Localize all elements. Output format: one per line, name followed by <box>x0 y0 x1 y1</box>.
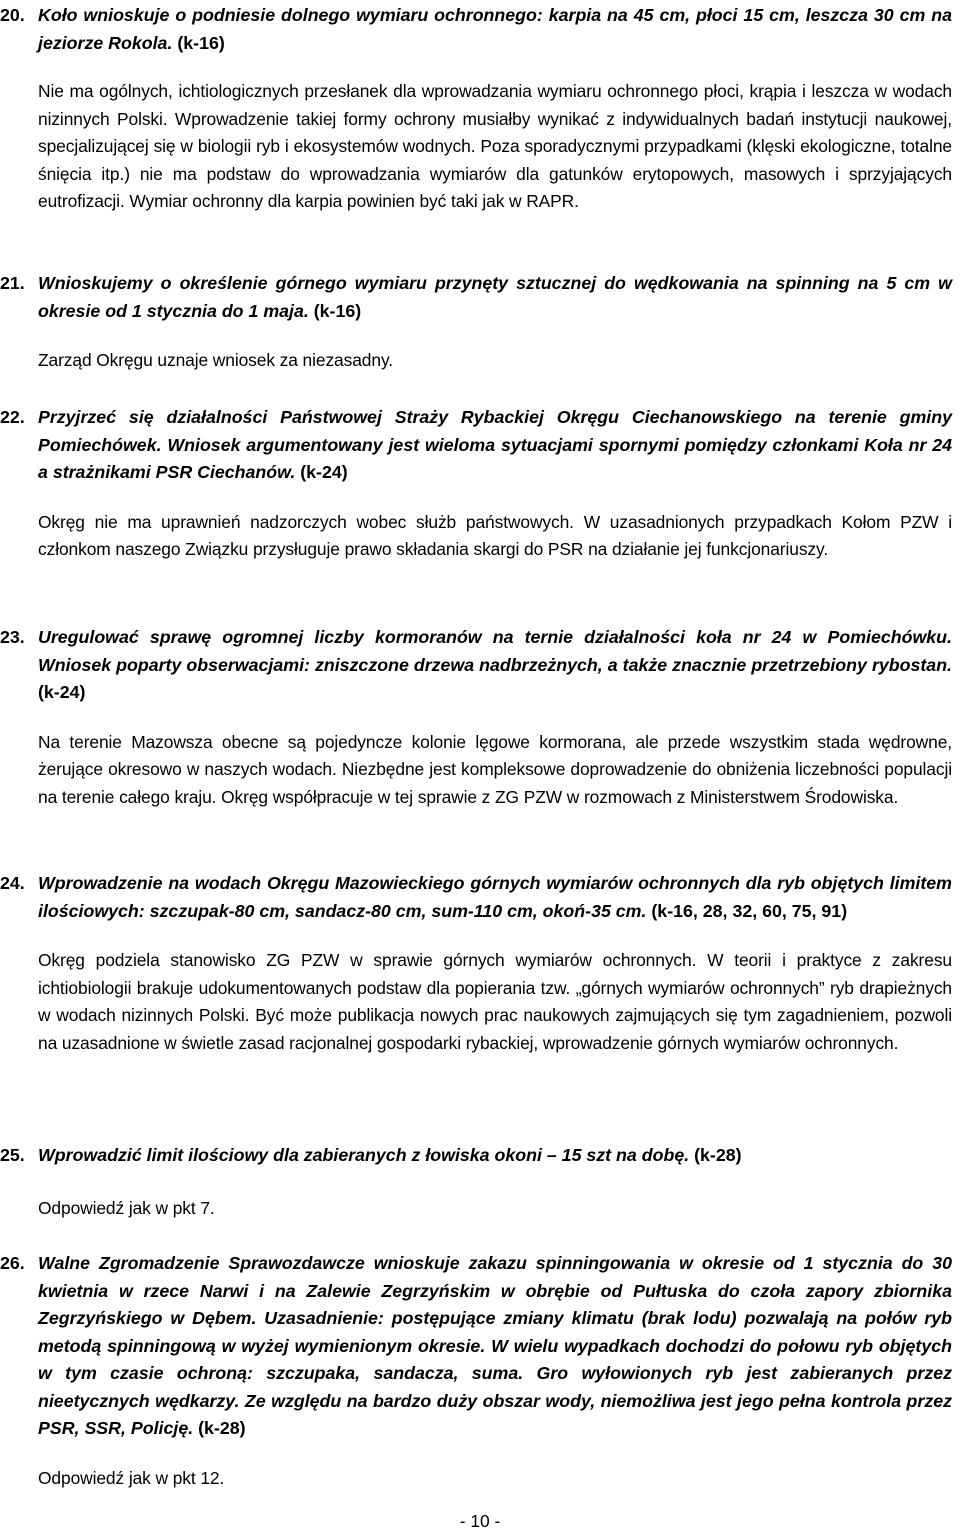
proposal-tag: (k-28) <box>198 1418 246 1438</box>
proposal-item-23 <box>0 624 952 811</box>
item-body <box>38 404 952 564</box>
item-number: 25. <box>0 1145 25 1165</box>
item-number: 20. <box>0 5 25 25</box>
proposal-tag: (k-16) <box>177 32 225 53</box>
item-number: 24. <box>0 873 25 893</box>
proposal-item-21 <box>0 270 952 375</box>
proposal-text <box>38 624 952 707</box>
proposal-tag: (k-16) <box>313 300 362 321</box>
proposal-tag: (k-16, 28, 32, 60, 75, 91) <box>651 900 848 921</box>
item-body <box>38 870 952 1057</box>
page-number: - 10 - <box>459 1511 501 1531</box>
proposal-item-24 <box>0 870 952 1057</box>
item-number: 26. <box>0 1253 25 1273</box>
proposal-tag: (k-28) <box>694 1145 742 1165</box>
item-body <box>38 1142 952 1222</box>
proposal-text <box>38 870 952 925</box>
proposal-answer: Odpowiedź jak w pkt 7. <box>38 1197 215 1218</box>
proposal-text <box>38 1250 952 1443</box>
proposal-answer: Nie ma ogólnych, ichtiologicznych przesłanek dla wprowadzania wymiaru ochronnego płoci, krąpia i leszcza w wodach nizinnych Polski. Wprowadzenie takiej formy ochrony musiałby wynikać z indywidualnych badań instytucji naukowej, specjalizującej się w biologii ryb i ekosystemów wodnych. Poza sporadycznymi przypadkami (klęski ekologiczne, totalne śnięcia itp.) nie ma podstaw do wprowadzania wymiarów dla gatunków erytopowych, masowych i sprzyjających eutrofizacji. Wymiar ochronny dla karpia powinien być taki jak w RAPR. <box>38 81 952 211</box>
proposal-request: Wprowadzenie na wodach Okręgu Mazowieckiego górnych wymiarów ochronnych dla ryb objętych limitem ilościowych: szczupak-80 cm, sandacz-80 cm, sum-110 cm, okoń-35 cm. <box>38 873 952 921</box>
item-body <box>38 1250 952 1492</box>
item-number: 23. <box>0 627 25 647</box>
proposal-request: Wprowadzić limit ilościowy dla zabieranych z łowiska okoni – 15 szt na dobę. <box>38 1145 690 1165</box>
proposal-item-26 <box>0 1250 952 1492</box>
proposal-text <box>38 270 952 325</box>
proposal-request: Przyjrzeć się działalności Państwowej Straży Rybackiej Okręgu Ciechanowskiego na terenie gminy Pomiechówek. Wniosek argumentowany jest wieloma sytuacjami spornymi pomiędzy członkami Koła nr 24 a strażnikami PSR Ciechanów. <box>38 407 952 482</box>
proposal-item-20 <box>0 2 952 216</box>
proposal-tag: (k-24) <box>38 682 86 702</box>
proposal-text <box>38 2 952 57</box>
proposal-request: Wnioskujemy o określenie górnego wymiaru przynęty sztucznej do wędkowania na spinning na 5 cm w okresie od 1 stycznia do 1 maja. <box>38 273 952 321</box>
item-body <box>38 624 952 811</box>
proposal-request: Uregulować sprawę ogromnej liczby kormoranów na ternie działalności koła nr 24 w Pomiechówku. Wniosek poparty obserwacjami: zniszczone drzewa nadbrzeżnych, a także znacznie przetrzebiony rybostan. <box>38 627 952 675</box>
item-number: 21. <box>0 273 25 293</box>
item-body <box>38 270 952 375</box>
proposal-answer: Okręg podziela stanowisko ZG PZW w sprawie górnych wymiarów ochronnych. W teorii i praktyce z zakresu ichtiobiologii brakuje udokumentowanych podstaw dla popierania tzw. „górnych wymiarów ochronnych” ryb drapieżnych w wodach nizinnych Polski. Być może publikacja nowych prac naukowych zajmujących się tym zagadnieniem, pozwoli na uzasadnione w świetle zasad racjonalnej gospodarki rybackiej, wprowadzenie górnych wymiarów ochronnych. <box>38 950 952 1053</box>
item-body <box>38 2 952 216</box>
proposal-item-22 <box>0 404 952 564</box>
proposal-answer: Okręg nie ma uprawnień nadzorczych wobec służb państwowych. W uzasadnionych przypadkach Kołom PZW i członkom naszego Związku przysługuje prawo składania skargi do PSR na działanie jej funkcjonariuszy. <box>38 511 952 559</box>
proposal-request: Walne Zgromadzenie Sprawozdawcze wnioskuje zakazu spinningowania w okresie od 1 stycznia do 30 kwietnia w rzece Narwi i na Zalewie Zegrzyńskim w obrębie od Pułtuska do czoła zapory zbiornika Zegrzyńskiego w Dębem. Uzasadnienie: postępujące zmiany klimatu (brak lodu) pozwalają na połów ryb metodą spinningową w wyżej wymienionym okresie. W wielu wypadkach dochodzi do połowu ryb objętych w tym czasie ochroną: szczupaka, sandacza, suma. Gro wyłowionych ryb jest zabieranych przez nieetycznych wędkarzy. Ze względu na bardzo duży obszar wody, niemożliwa jest jego pełna kontrola przez PSR, SSR, Policję. <box>38 1253 952 1438</box>
proposal-request: Koło wnioskuje o podniesie dolnego wymiaru ochronnego: karpia na 45 cm, płoci 15 cm, leszcza 30 cm na jeziorze Rokola. <box>38 5 952 53</box>
proposal-tag: (k-24) <box>300 462 348 482</box>
proposal-answer: Zarząd Okręgu uznaje wniosek za niezasadny. <box>38 350 393 370</box>
proposal-answer: Na terenie Mazowsza obecne są pojedyncze kolonie lęgowe kormorana, ale przede wszystkim stada wędrowne, żerujące okresowo w naszych wodach. Niezbędne jest kompleksowe doprowadzenie do obniżenia liczebności populacji na terenie całego kraju. Okręg współpracuje w tej sprawie z ZG PZW w rozmowach z Ministerstwem Środowiska. <box>38 731 952 807</box>
proposal-text <box>38 404 952 487</box>
proposal-item-25 <box>0 1142 952 1222</box>
proposal-answer: Odpowiedź jak w pkt 12. <box>38 1467 225 1488</box>
proposal-text <box>38 1142 952 1170</box>
item-number: 22. <box>0 407 25 427</box>
